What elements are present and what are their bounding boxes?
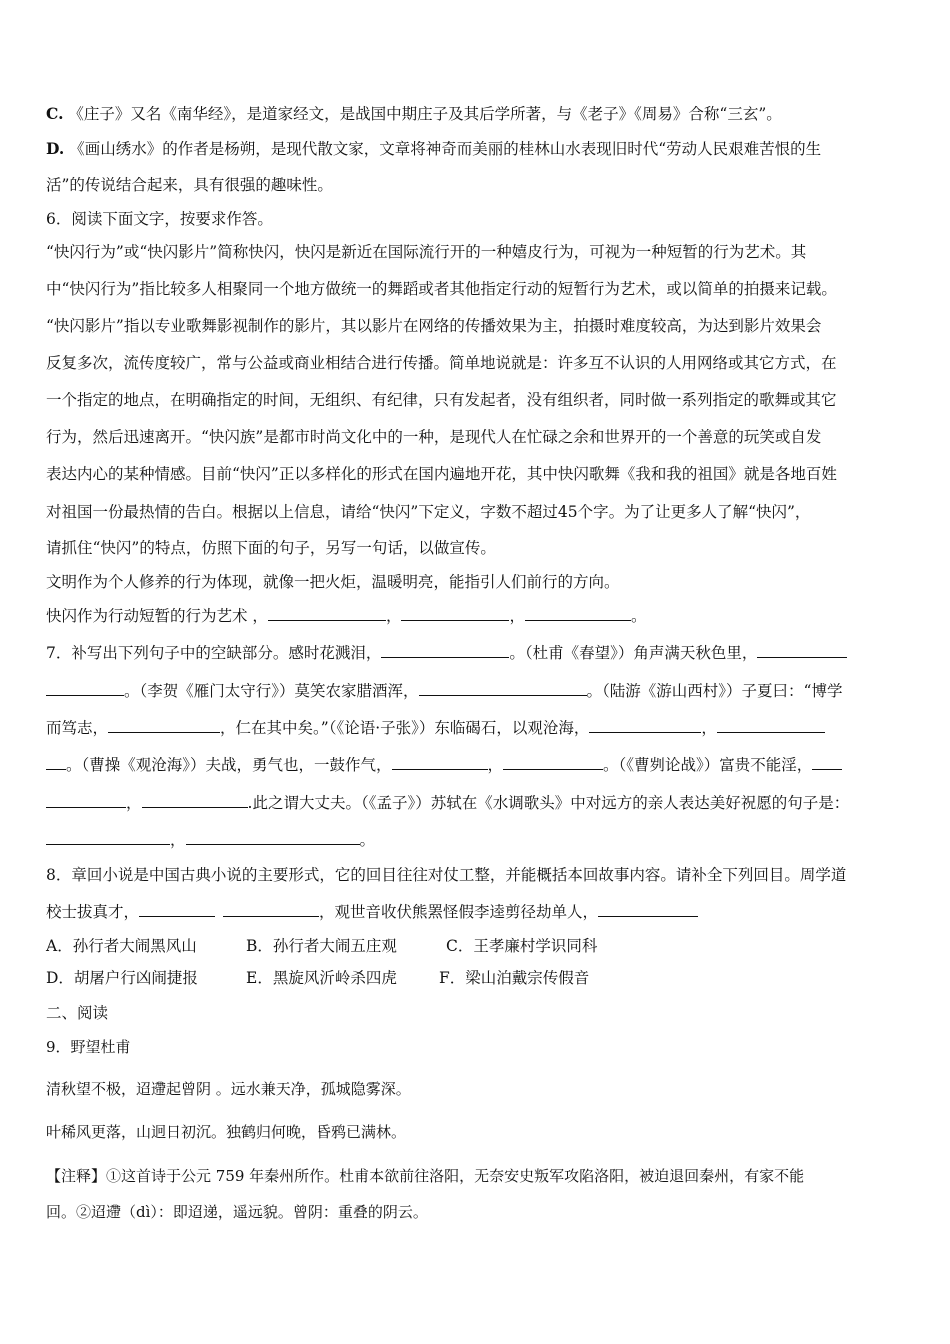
q5-option-d xyxy=(46,139,821,159)
answer-blank[interactable] xyxy=(186,830,360,845)
answer-blank[interactable] xyxy=(46,755,66,770)
q7-text: 7．补写出下列句子中的空缺部分。感时花溅泪， xyxy=(46,644,382,662)
q5-option-c xyxy=(46,104,782,124)
q6-passage-line: 行为，然后迅速离开。“快闪族”是都市时尚文化中的一种，是现代人在忙碌之余和世界开的一个善意的玩笑或自发 xyxy=(46,428,822,446)
q7-text: 。（李贺《雁门太守行》）莫笑农家腊酒浑， xyxy=(124,682,419,700)
punctuation: ， xyxy=(385,607,402,625)
punctuation: 。 xyxy=(630,607,647,625)
q7-line xyxy=(46,793,849,813)
answer-blank[interactable] xyxy=(46,681,124,696)
answer-blank[interactable] xyxy=(598,902,698,917)
answer-blank[interactable] xyxy=(503,755,603,770)
q7-text: .此之谓大丈夫。（《孟子》）苏轼在《水调歌头》中对远方的亲人表达美好祝愿的句子是： xyxy=(247,794,850,812)
q5-option-d-cont: 活”的传说结合起来，具有很强的趣味性。 xyxy=(46,176,333,194)
q6-passage-line: 请抓住“快闪”的特点，仿照下面的句子，另写一句话，以做宣传。 xyxy=(46,539,496,557)
q5-option-d-label: D. xyxy=(46,139,65,158)
q8-option-d: D．胡屠户行凶闹捷报 xyxy=(46,969,198,987)
q6-answer-lead: 快闪作为行动短暂的行为艺术 ， xyxy=(46,607,268,625)
q6-prompt: 6．阅读下面文字，按要求作答。 xyxy=(46,210,273,228)
answer-blank[interactable] xyxy=(46,793,126,808)
answer-blank[interactable] xyxy=(142,793,248,808)
q7-line xyxy=(46,830,375,850)
q6-answer-line xyxy=(46,606,646,626)
q6-passage-line: 对祖国一份最热情的告白。根据以上信息，请给“快闪”下定义，字数不超过45个字。为了让更多人了解“快闪”， xyxy=(46,503,811,521)
q9-note-cont: 回。②迢遰（dì）：即迢递，遥远貌。曾阴：重叠的阴云。 xyxy=(46,1203,428,1221)
q8-options-row xyxy=(46,968,589,988)
q8-option-c: C．王孝廉村学识同科 xyxy=(446,937,598,955)
answer-blank[interactable] xyxy=(392,755,488,770)
q8-prompt: 8．章回小说是中国古典小说的主要形式，它的回目往往对仗工整，并能概括本回故事内容。请补全下列回目。周学道 xyxy=(46,866,847,884)
q8-option-e: E．黑旋风沂岭杀四虎 xyxy=(246,969,397,987)
q9-note: 【注释】①这首诗于公元 759 年秦州所作。杜甫本欲前往洛阳，无奈安史叛军攻陷洛阳，被迫退回秦州，有家不能 xyxy=(46,1167,805,1185)
q6-passage-line: “快闪影片”指以专业歌舞影视制作的影片，其以影片在网络的传播效果为主，拍摄时难度较高，为达到影片效果会 xyxy=(46,317,822,335)
q8-option-b: B．孙行者大闹五庄观 xyxy=(246,937,397,955)
q5-option-c-label: C. xyxy=(46,104,64,123)
q8-text: 校士拔真才， xyxy=(46,903,140,921)
q9-poem-line: 叶稀风更落，山迥日初沉。独鹤归何晚，昏鸦已满林。 xyxy=(46,1123,407,1141)
answer-blank[interactable] xyxy=(589,718,701,733)
answer-blank[interactable] xyxy=(525,606,631,621)
punctuation: ， xyxy=(701,719,717,737)
q7-line xyxy=(46,643,847,663)
answer-blank[interactable] xyxy=(108,718,220,733)
q7-line xyxy=(46,718,825,738)
q7-text: 。（陆游《游山西村》）子夏曰：“博学 xyxy=(586,682,843,700)
q6-passage-line: 反复多次，流传度较广，常与公益或商业相结合进行传播。简单地说就是：许多互不认识的人用网络或其它方式，在 xyxy=(46,354,837,372)
q8-line xyxy=(46,902,698,922)
punctuation: ， xyxy=(487,756,504,774)
punctuation: ， xyxy=(126,794,142,812)
q9-poem-line: 清秋望不极，迢遰起曾阴 。远水兼天净，孤城隐雾深。 xyxy=(46,1080,411,1098)
answer-blank[interactable] xyxy=(46,830,170,845)
q8-option-f: F．梁山泊戴宗传假音 xyxy=(439,969,590,987)
answer-blank[interactable] xyxy=(139,902,215,917)
answer-blank[interactable] xyxy=(223,902,319,917)
answer-blank[interactable] xyxy=(268,606,386,621)
q6-passage-line: 一个指定的地点，在明确指定的时间，无组织、有纪律，只有发起者，没有组织者，同时做一系列指定的歌舞或其它 xyxy=(46,391,837,409)
q7-text: 。（《曹刿论战》）富贵不能淫， xyxy=(603,756,813,774)
q9-title: 9．野望杜甫 xyxy=(46,1038,131,1056)
q8-text: ，观世音收伏熊罴怪假李逵剪径劫单人， xyxy=(319,903,599,921)
answer-blank[interactable] xyxy=(381,643,509,658)
q7-line xyxy=(46,681,842,701)
section-heading: 二、阅读 xyxy=(46,1004,109,1022)
punctuation: ， xyxy=(509,607,525,625)
q6-passage-line: 表达内心的某种情感。目前“快闪”正以多样化的形式在国内遍地开花，其中快闪歌舞《我和我的祖国》就是各地百姓 xyxy=(46,465,837,483)
q6-example-sentence: 文明作为个人修养的行为体现，就像一把火炬，温暖明亮，能指引人们前行的方向。 xyxy=(46,573,620,591)
answer-blank[interactable] xyxy=(419,681,587,696)
q5-option-c-text: 《庄子》又名《南华经》，是道家经文，是战国中期庄子及其后学所著，与《老子》《周易》合称“三玄”。 xyxy=(68,105,782,123)
punctuation: 。 xyxy=(359,831,376,849)
answer-blank[interactable] xyxy=(812,755,842,770)
q8-options-row xyxy=(46,936,597,956)
q8-option-a: A．孙行者大闹黑风山 xyxy=(46,937,197,955)
q6-passage-line: 中“快闪行为”指比较多人相聚同一个地方做统一的舞蹈或者其他指定行动的短暂行为艺术，或以简单的拍摄来记载。 xyxy=(46,280,837,298)
answer-blank[interactable] xyxy=(717,718,825,733)
q7-text: ，仁在其中矣。”（《论语·子张》）东临碣石，以观沧海， xyxy=(220,719,590,737)
q5-option-d-text: 《画山绣水》的作者是杨朔，是现代散文家，文章将神奇而美丽的桂林山水表现旧时代“劳动人民艰难苦恨的生 xyxy=(69,140,822,158)
q6-passage-line: “快闪行为”或“快闪影片”简称快闪，快闪是新近在国际流行开的一种嬉皮行为，可视为一种短暂的行为艺术。其 xyxy=(46,243,807,261)
answer-blank[interactable] xyxy=(401,606,509,621)
answer-blank[interactable] xyxy=(757,643,847,658)
q7-line xyxy=(46,755,842,775)
q7-text: 。（杜甫《春望》）角声满天秋色里， xyxy=(509,644,758,662)
q7-text: 。（曹操《观沧海》）夫战，勇气也，一鼓作气， xyxy=(66,756,392,774)
punctuation: ， xyxy=(170,831,186,849)
q7-text: 而笃志， xyxy=(46,719,109,737)
